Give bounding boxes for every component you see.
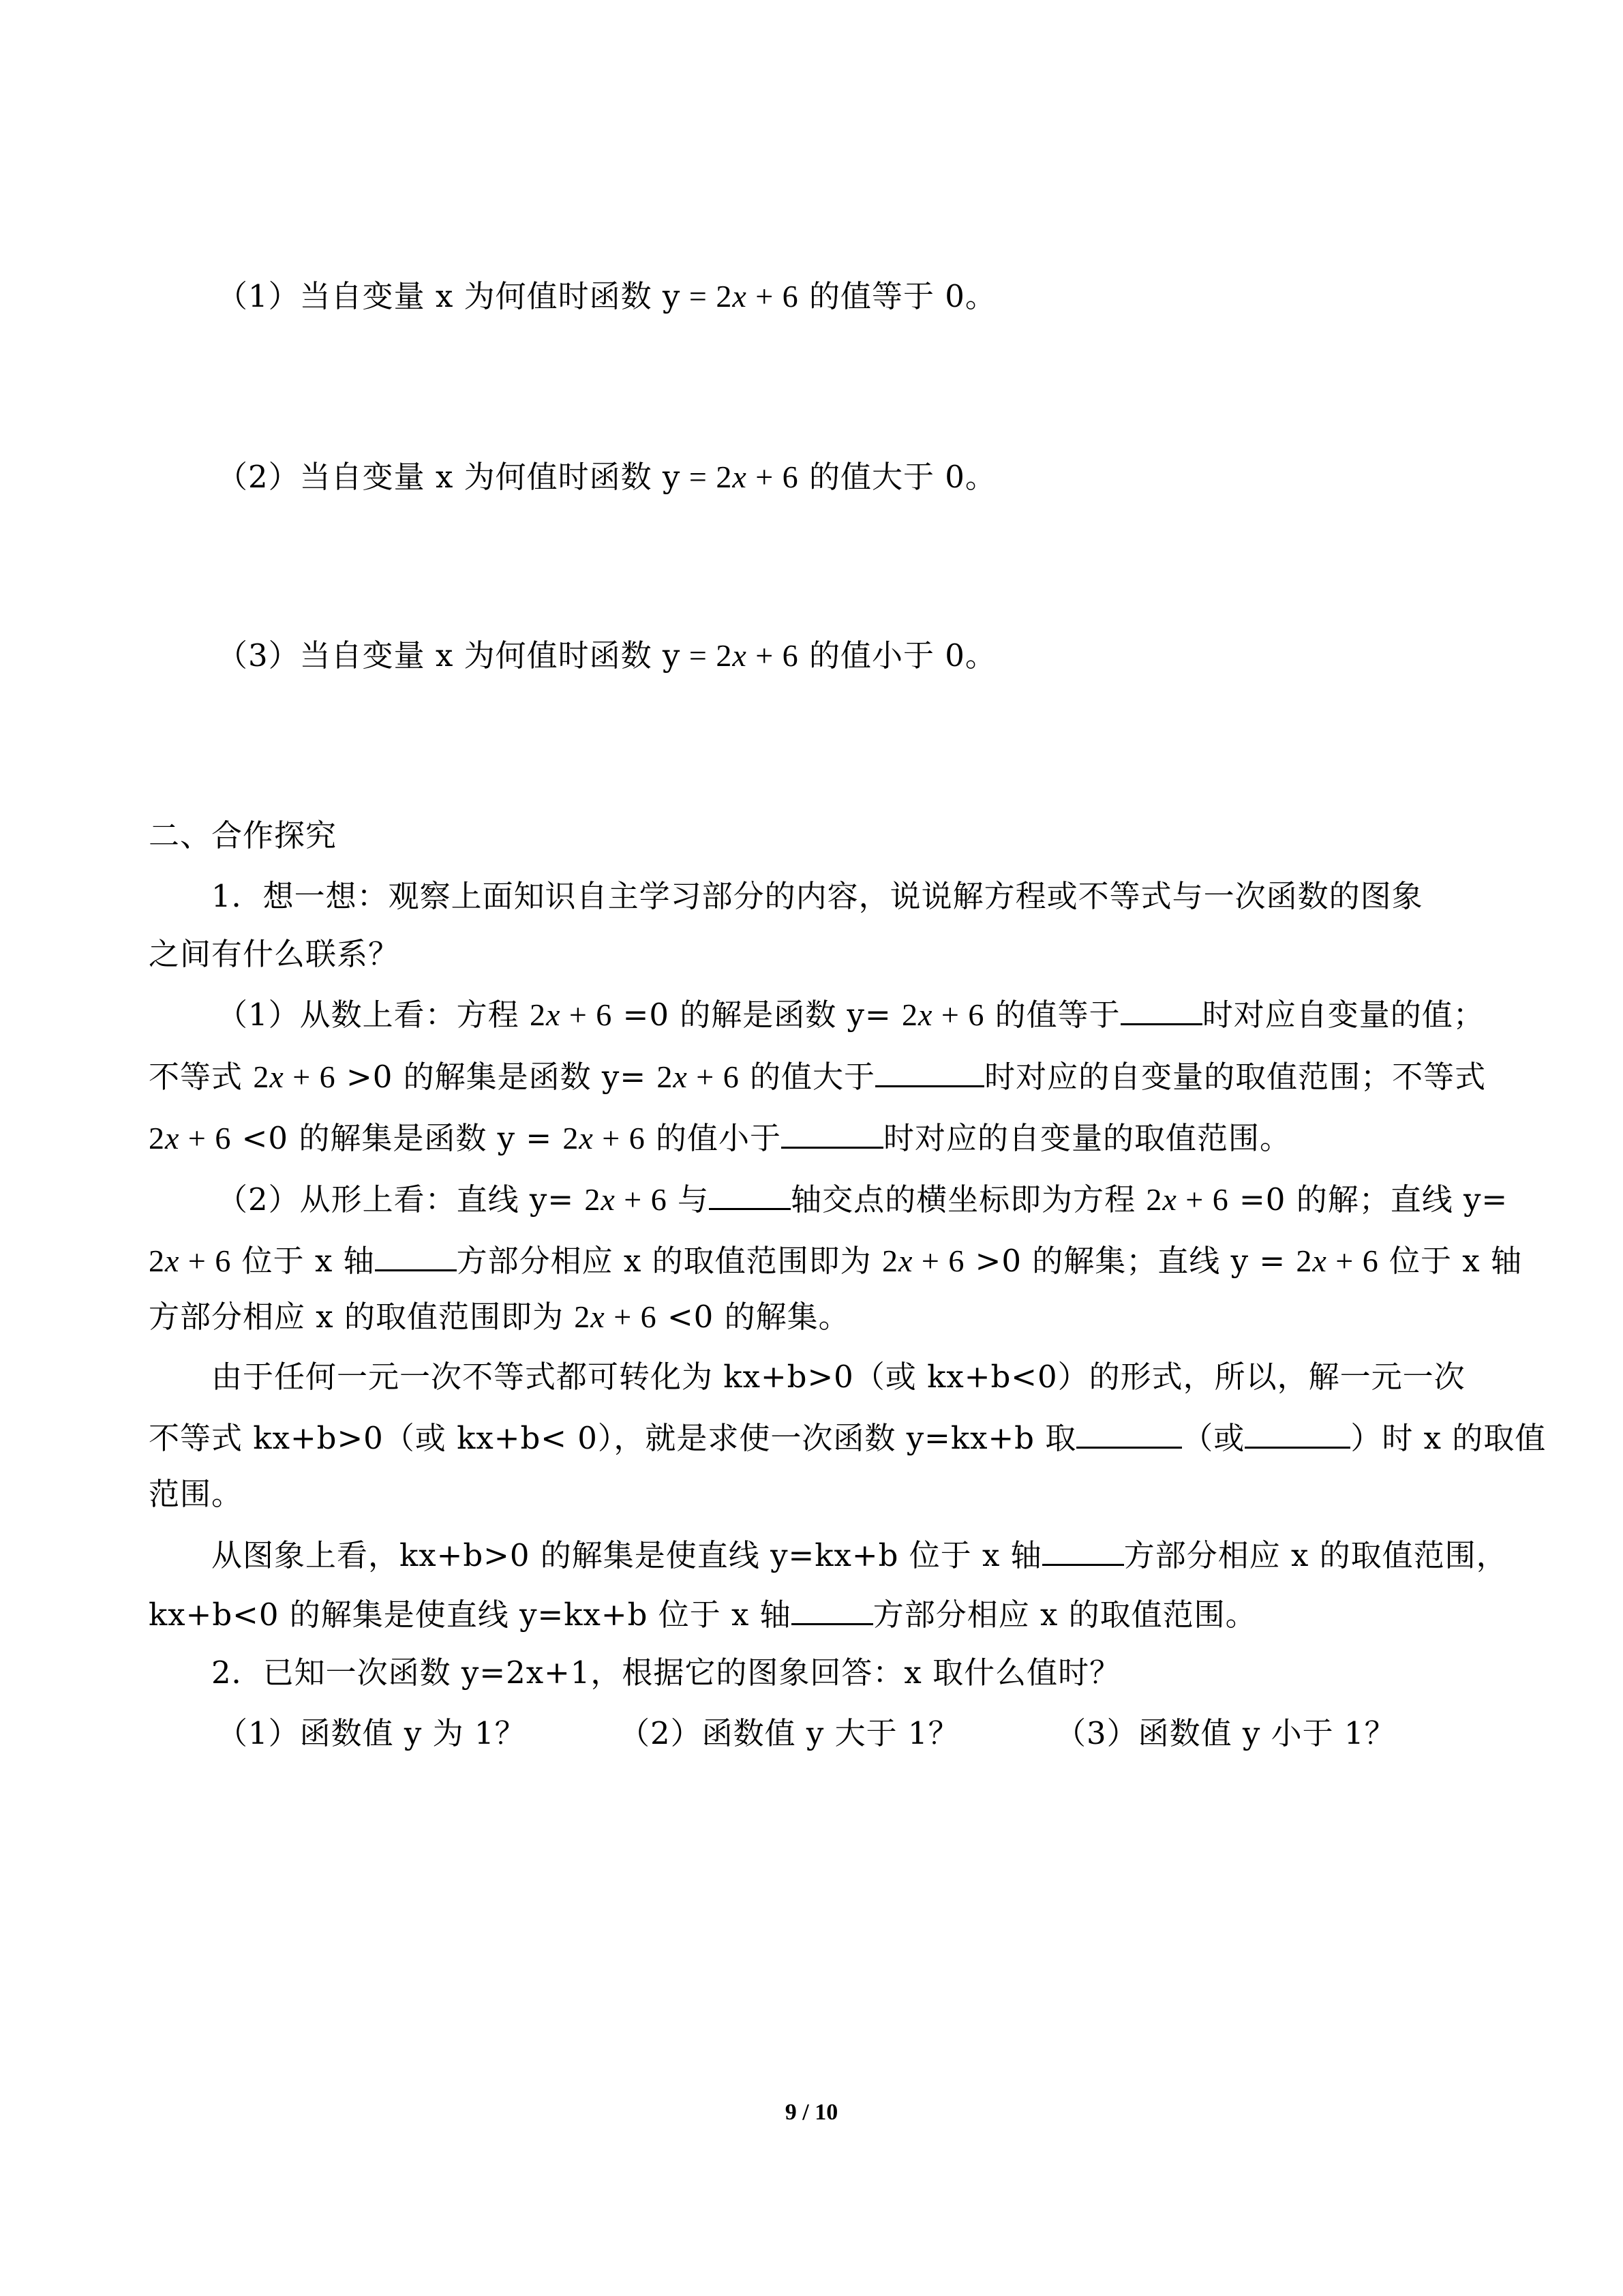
q2-sub-2: （2）函数值 y 大于 1？ [619,1715,960,1751]
part1-line-1: （1）从数上看：方程 2x + 6 =0 的解是函数 y= 2x + 6 的值等于 时对应自变量的值； [217,993,1485,1036]
fill-blank[interactable] [1042,1534,1124,1566]
fill-blank[interactable] [1245,1417,1350,1449]
page-number: 9 / 10 [785,2100,838,2125]
para3-line-3: 范围。 [149,1476,243,1512]
self-study-q2: （2）当自变量 x 为何值时函数 y = 2x + 6 的值大于 0。 [217,459,997,495]
q1-line-2: 之间有什么联系？ [149,936,400,972]
part1-line-2: 不等式 2x + 6 >0 的解集是函数 y= 2x + 6 的值大于 时对应的自变量的取值范围；不等式 [149,1055,1486,1098]
para3-line-2: 不等式 kx+b>0（或 kx+b< 0），就是求使一次函数 y=kx+b 取 （或 ）时 x 的取值 [149,1417,1546,1459]
fill-blank[interactable] [1121,993,1202,1025]
part2-line-1: （2）从形上看：直线 y= 2x + 6 与 轴交点的横坐标即为方程 2x + 6 =0 的解；直线 y= [217,1178,1508,1220]
part2-line-3: 方部分相应 x 的取值范围即为 2x + 6 <0 的解集。 [149,1299,850,1335]
self-study-q1: （1）当自变量 x 为何值时函数 y = 2x + 6 的值等于 0。 [217,278,997,314]
q1-line-1: 1．想一想：观察上面知识自主学习部分的内容，说说解方程或不等式与一次函数的图象 [211,878,1423,914]
q2-sub-3: （3）函数值 y 小于 1？ [1055,1715,1396,1751]
self-study-q3: （3）当自变量 x 为何值时函数 y = 2x + 6 的值小于 0。 [217,637,997,674]
section-heading: 二、合作探究 [149,817,337,854]
q2-line: 2．已知一次函数 y=2x+1，根据它的图象回答：x 取什么值时？ [211,1655,1121,1691]
part1-line-3: 2x + 6 <0 的解集是函数 y = 2x + 6 的值小于 时对应的自变量的取值范围。 [149,1117,1291,1159]
q2-sub-1: （1）函数值 y 为 1？ [217,1715,526,1751]
para4-line-2: kx+b<0 的解集是使直线 y=kx+b 位于 x 轴 方部分相应 x 的取值范围。 [149,1593,1257,1635]
fill-blank[interactable] [709,1178,791,1210]
part2-line-2: 2x + 6 位于 x 轴 方部分相应 x 的取值范围即为 2x + 6 >0 的解集；直线 y = 2x + 6 位于 x 轴 [149,1239,1522,1282]
fill-blank[interactable] [875,1055,984,1087]
fill-blank[interactable] [791,1593,873,1625]
fill-blank[interactable] [1076,1417,1182,1449]
para3-line-1: 由于任何一元一次不等式都可转化为 kx+b>0（或 kx+b<0）的形式，所以，解一元一次 [211,1359,1466,1395]
para4-line-1: 从图象上看，kx+b>0 的解集是使直线 y=kx+b 位于 x 轴 方部分相应 x 的取值范围， [211,1534,1508,1576]
fill-blank[interactable] [375,1239,457,1271]
fill-blank[interactable] [781,1117,883,1149]
